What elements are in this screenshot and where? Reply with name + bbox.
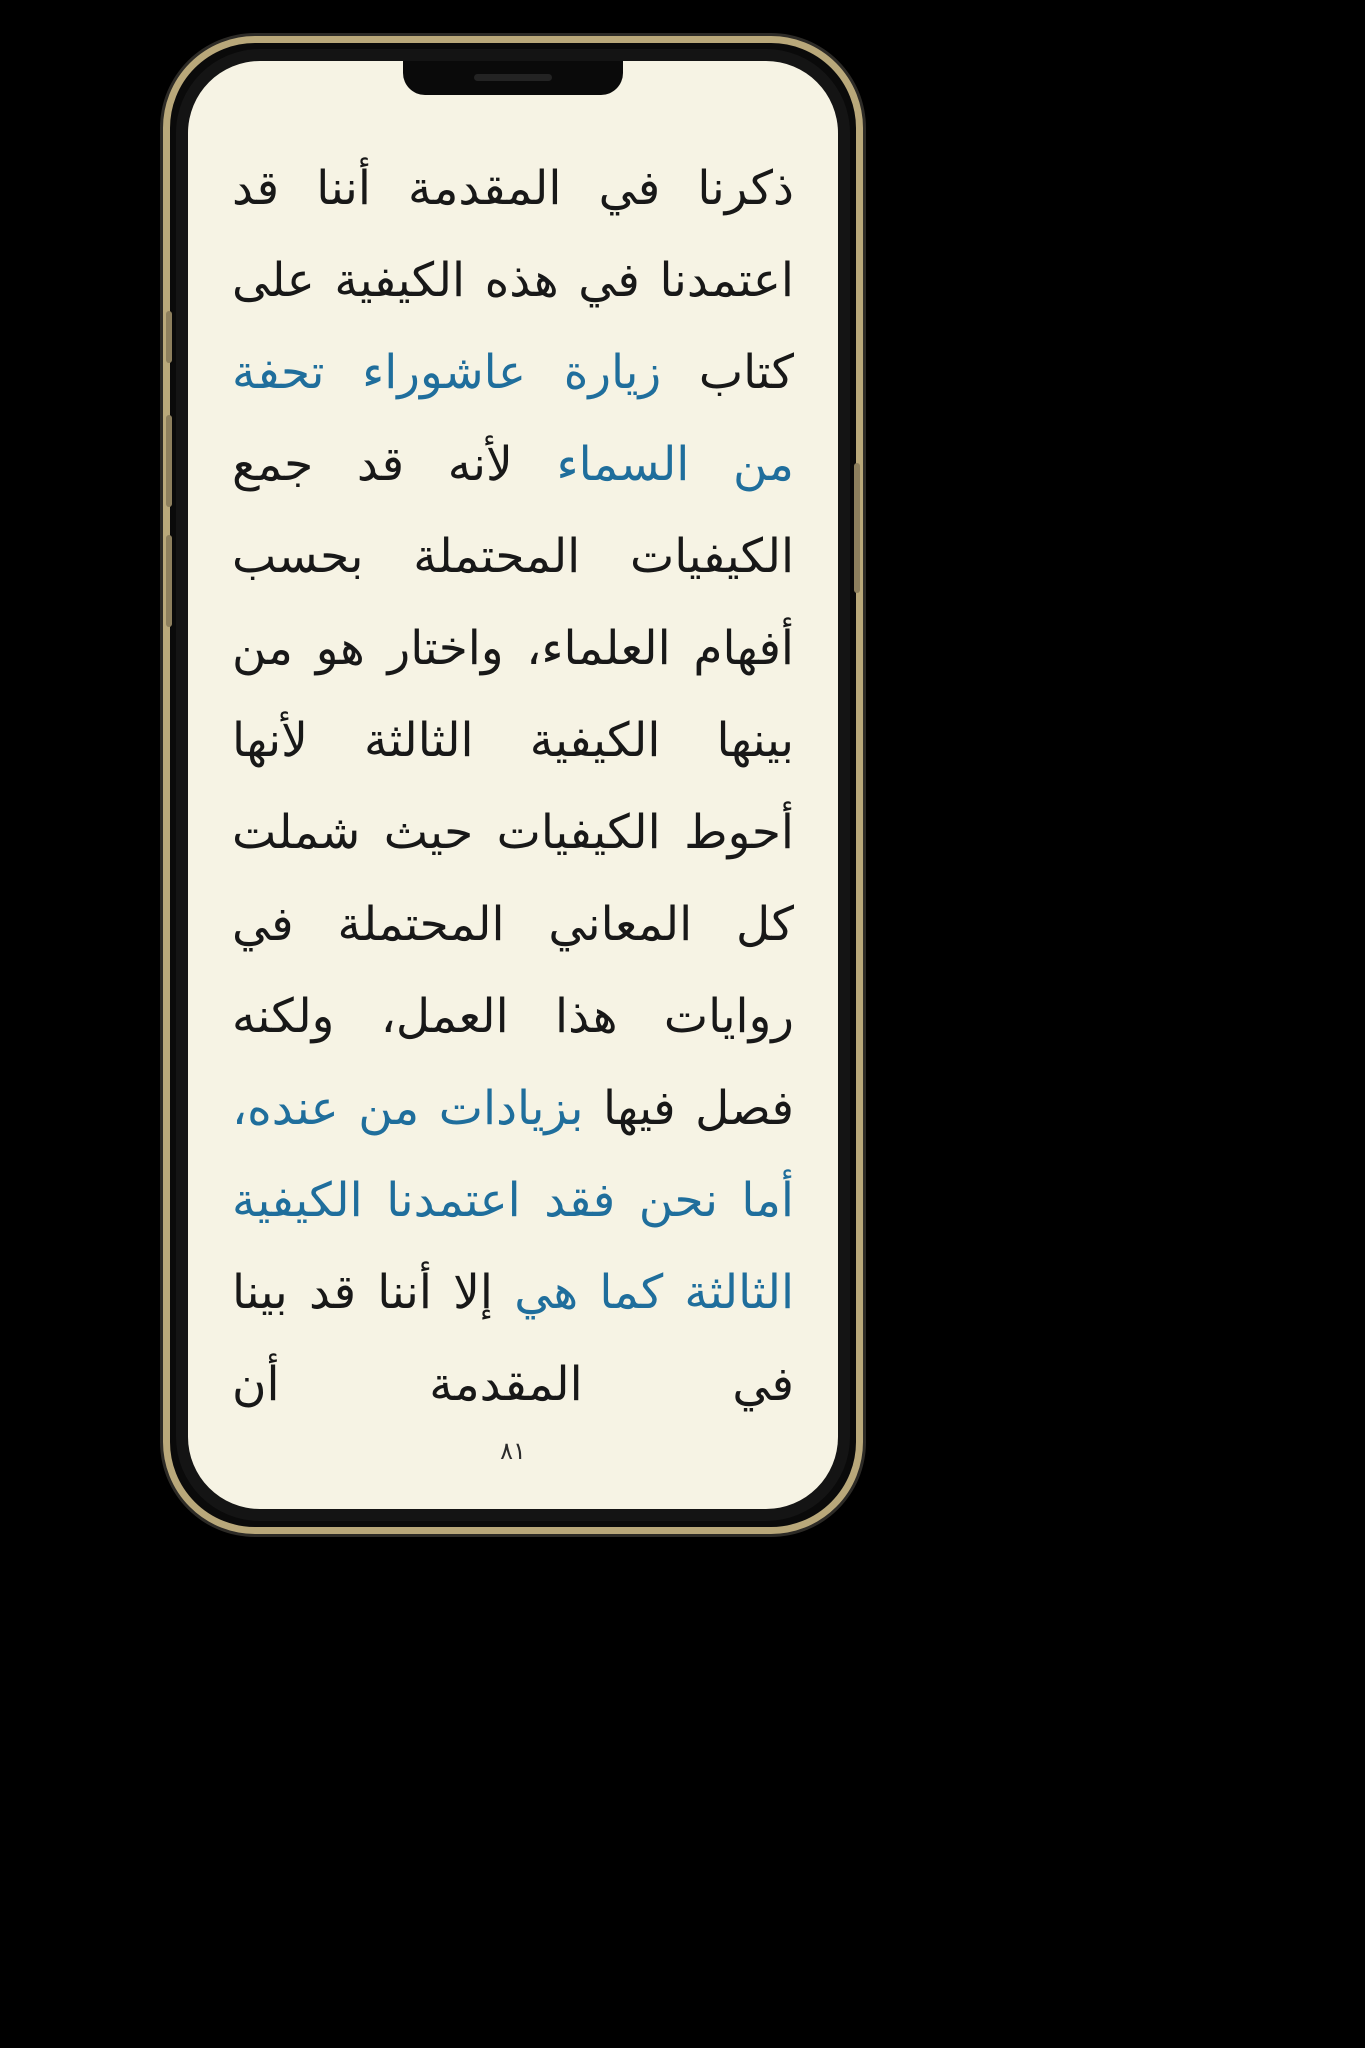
- volume-up-button[interactable]: [166, 415, 172, 507]
- volume-down-button[interactable]: [166, 535, 172, 627]
- paragraph-segment-1: ذكرنا في المقدمة أننا قد اعتمدنا في هذه الكيفية على كتاب: [232, 161, 794, 400]
- page-number-label: ٨١: [500, 1437, 526, 1465]
- highlighted-phrase[interactable]: بزيادات من عنده، أما نحن فقد اعتمدنا الكيفية الثالثة كما هي: [232, 1081, 795, 1320]
- highlighted-book-title[interactable]: زيارة عاشوراء تحفة من السماء: [232, 345, 794, 492]
- book-reader-page[interactable]: [188, 61, 838, 1509]
- paragraph-segment-3: إلا أننا قد بينا في المقدمة أن: [232, 1265, 794, 1412]
- mute-switch-button[interactable]: [166, 311, 172, 363]
- earpiece-speaker-icon: [474, 74, 552, 81]
- book-paragraph: [232, 143, 794, 1431]
- power-button[interactable]: [854, 463, 860, 593]
- paragraph-segment-2: لأنه قد جمع الكيفيات المحتملة بحسب أفهام العلماء، واختار هو من بينها الكيفية الثالثة لأنها أحوط الكيفيات حيث شملت كل المعاني المحتملة في روايات هذا العمل، ولكنه فصل فيها: [232, 437, 794, 1136]
- screen-notch: [403, 61, 623, 95]
- phone-screen: [188, 61, 838, 1509]
- phone-device-frame: [163, 36, 863, 1534]
